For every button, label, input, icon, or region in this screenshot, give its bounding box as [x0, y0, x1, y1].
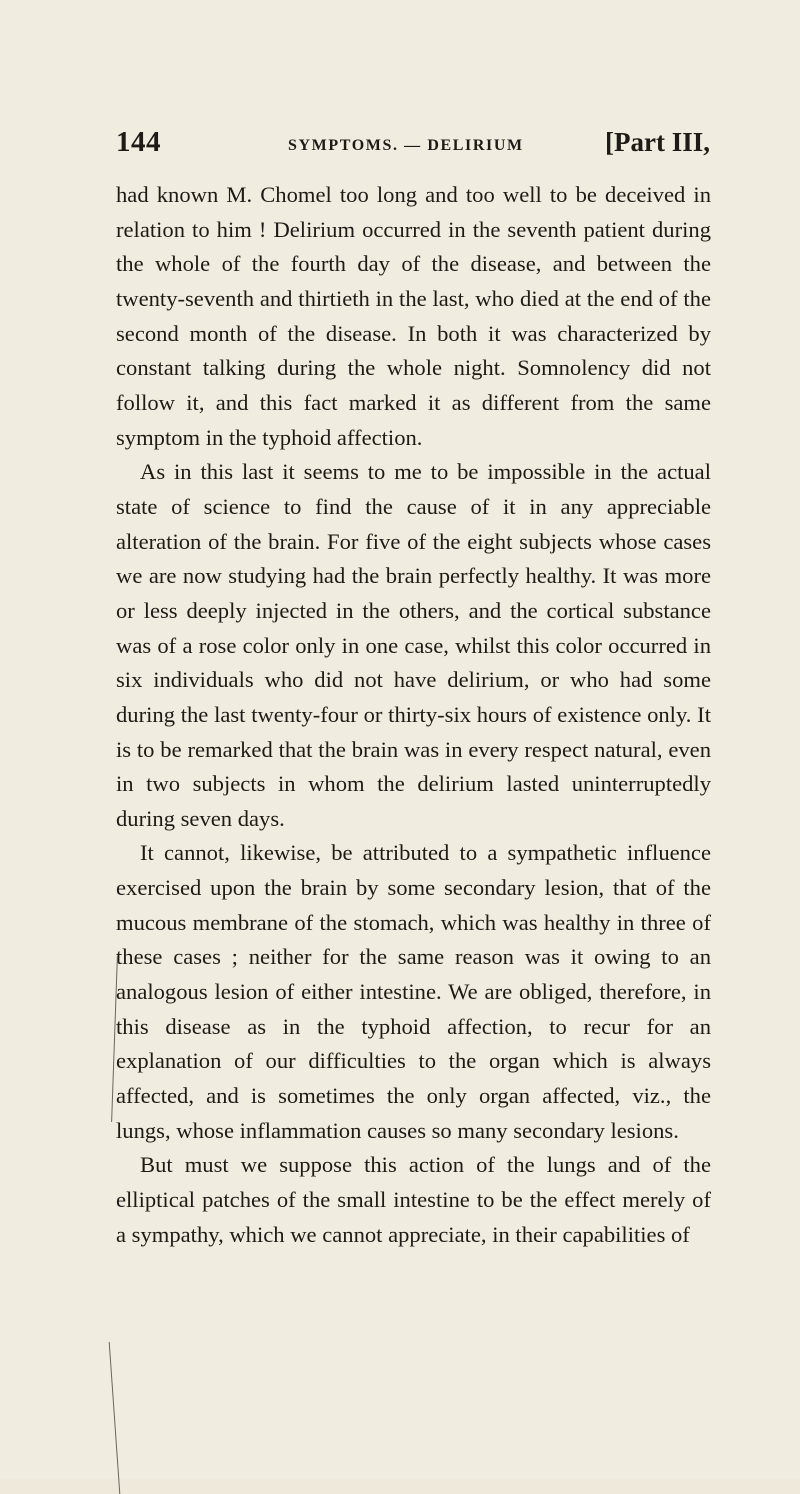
- paragraph-2: As in this last it seems to me to be impossible in the actual state of science to find the cause of it in any appreciable alteration of the brain. For five of the eight subjects whose cases we are now studying had the brain perfectly healthy. It was more or less deeply injected in the others, and the cortical substance was of a rose color only in one case, whilst this color occurred in six individuals who did not have delirium, or who had some during the last twenty-four or thirty-six hours of existence only. It is to be remarked that the brain was in every respect natural, even in two subjects in whom the delirium lasted uninterruptedly during seven days.: [116, 459, 711, 831]
- page-number: 144: [116, 126, 161, 158]
- running-head: SYMPTOMS. — DELIRIUM: [288, 137, 524, 154]
- paragraph-4: But must we suppose this action of the lungs and of the elliptical patches of the small intestine to be the effect merely of a sympathy, which we cannot appreciate, in their capabilities of: [116, 1152, 711, 1247]
- page-header: [116, 126, 710, 166]
- body-text: [116, 178, 711, 1252]
- part-label: [Part III,: [605, 127, 710, 157]
- paragraph-3: It cannot, likewise, be attributed to a sympathetic influence exercised upon the brain by some secondary lesion, that of the mucous membrane of the stomach, which was healthy in three of these cases ; neither for the same reason was it owing to an analogous lesion of either intestine. We are obliged, therefore, in this disease as in the typhoid affection, to recur for an explanation of our difficulties to the organ which is always affected, and is sometimes the only organ affected, viz., the lungs, whose inflammation causes so many secondary lesions.: [116, 840, 711, 1143]
- margin-pencil-mark: [109, 1342, 121, 1494]
- paragraph-1: had known M. Chomel too long and too well to be deceived in relation to him ! Delirium occurred in the seventh patient during the whole of the fourth day of the disease, and between the twenty-seventh and thirtieth in the last, who died at the end of the second month of the disease. In both it was characterized by constant talking during the whole night. Somnolency did not follow it, and this fact marked it as different from the same symptom in the typhoid affection.: [116, 182, 711, 450]
